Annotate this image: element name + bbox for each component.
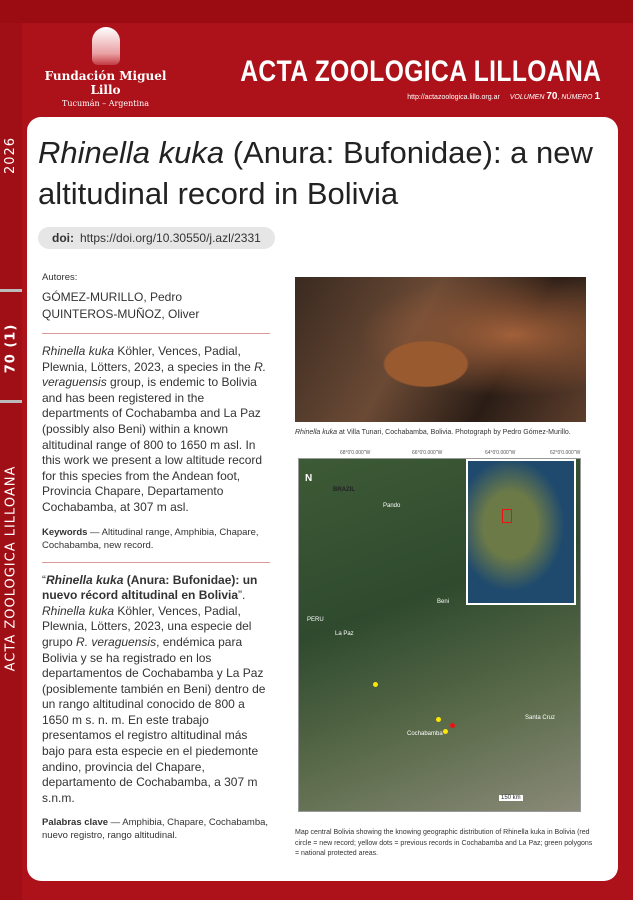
journal-title: ACTA ZOOLOGICA LILLOANA — [239, 55, 601, 88]
quote: “ — [42, 572, 46, 587]
top-band — [0, 0, 633, 23]
species-group: R. veraguensis — [76, 634, 157, 649]
owl-logo-icon — [92, 27, 120, 65]
distribution-map — [298, 458, 581, 812]
map-label: La Paz — [335, 631, 354, 637]
species-group: R. veraguensis — [42, 359, 267, 390]
spine-issue — [0, 293, 22, 403]
authors-list — [42, 289, 270, 323]
divider — [0, 289, 22, 292]
keywords-label: Keywords — [42, 526, 88, 538]
species: Rhinella kuka — [42, 344, 115, 358]
foundation-logo — [38, 27, 173, 109]
resumen-text: , endémica para Bolivia y se ha registrado en los departamentos de Cochabamba y La Paz (posiblemente también en Beni) dentro de un rango altitudinal conocido de 800 a 1650 m s. n. m. En este trabajo presentamos el registro altitudinal más bajo para esta especie en el piedemonte andino, provincia del Chapare, departamento de Cochabamba, a 307 m s.n.m. — [42, 634, 266, 805]
coord-label: 68°0'0.000"W — [340, 450, 371, 456]
map-label: Santa Cruz — [525, 715, 556, 721]
authors-label: Autores: — [42, 272, 78, 283]
title-species: Rhinella kuka — [38, 135, 225, 170]
inset-highlight — [502, 509, 512, 523]
spine — [0, 23, 22, 900]
spine-journal-text: ACTA ZOOLOGICA LILLOANA — [3, 465, 19, 671]
foundation-name: Fundación Miguel Lillo — [44, 69, 167, 97]
toad-photo — [295, 277, 586, 422]
scale-bar: 150 km — [501, 795, 521, 801]
map-label: BRAZIL — [333, 487, 355, 493]
south-america-inset — [466, 459, 576, 605]
issue-number: 1 — [594, 91, 600, 102]
left-column — [42, 272, 270, 842]
abstract-text: Köhler, Vences, Padial, Plewnia, Lötters, 2023, a species in the — [42, 344, 255, 374]
article-title — [38, 132, 608, 214]
volume-label: VOLUMEN — [509, 94, 545, 101]
resumen-text: Köhler, Vences, Padial, Plewnia, Lötters, 2023, una especie del grupo — [42, 603, 252, 649]
palabras-clave — [42, 816, 270, 842]
doi-link[interactable]: https://doi.org/10.30550/j.azl/2331 — [80, 231, 261, 245]
spine-year — [0, 23, 22, 288]
coord-label: 64°0'0.000"W — [485, 450, 516, 456]
keywords — [42, 526, 270, 552]
quote: ”. — [238, 588, 246, 603]
foundation-location: Tucumán – Argentina — [61, 99, 150, 108]
species: Rhinella kuka — [295, 429, 338, 436]
palabras-label: Palabras clave — [42, 817, 109, 829]
north-arrow-icon: N — [305, 473, 313, 484]
journal-url[interactable]: http://actazoologica.lillo.org.ar — [407, 94, 500, 101]
palabras-text: — Amphibia, Chapare, Cochabamba, nuevo registro, rango altitudinal. — [42, 817, 269, 842]
previous-record-dot — [436, 717, 441, 722]
photo-caption — [295, 428, 595, 438]
caption-text: at Villa Tunari, Cochabamba, Bolivia. Photograph by Pedro Gómez-Murillo. — [337, 429, 571, 436]
keywords-text: — Altitudinal range, Amphibia, Chapare, Cochabamba, new record. — [42, 526, 259, 551]
abstract — [42, 344, 270, 516]
volume-number: 70 — [546, 91, 558, 102]
abstract-text: group, is endemic to Bolivia and has been registered in the departments of Cochabamba and La Paz (possibly also Beni) within a known altitudinal range of 800 to 1650 m asl. In this work we present a low altitude record for this species from the Andean foot, Provincia Chapare, Departamento Cochabamba, at 307 m asl. — [42, 375, 263, 514]
map-label: Pando — [383, 503, 401, 509]
divider — [42, 333, 270, 334]
species: Rhinella kuka — [42, 603, 115, 618]
author: QUINTEROS-MUÑOZ, Oliver — [42, 307, 200, 321]
coord-label: 62°0'0.000"W — [550, 450, 581, 456]
doi-label: doi: — [52, 231, 74, 245]
previous-record-dot — [373, 682, 378, 687]
map-caption: Map central Bolivia showing the knowing geographic distribution of Rhinella kuka in Bolivia (red circle = new record; yellow dots = previous records in Cochabamba and La Paz; green polygons = national protected areas. — [295, 829, 593, 857]
new-record-dot — [450, 723, 455, 728]
map-label: Cochabamba — [407, 731, 443, 737]
spine-year-text: 2026 — [3, 136, 19, 175]
species: Rhinella kuka — [46, 572, 124, 587]
spine-journal — [0, 403, 22, 733]
doi-pill[interactable] — [38, 227, 275, 249]
previous-record-dot — [443, 729, 448, 734]
coord-label: 66°0'0.000"W — [412, 450, 443, 456]
title-rest: (Anura: Bufonidae): a new altitudinal record in Bolivia — [38, 135, 593, 211]
map-label: Beni — [437, 599, 450, 605]
resumen-title: (Anura: Bufonidae): un nuevo récord altitudinal en Bolivia — [42, 572, 258, 603]
volume-line: http://actazoologica.lillo.org.ar VOLUMEN 70, NÚMERO 1 — [407, 91, 600, 102]
author: GÓMEZ-MURILLO, Pedro — [42, 290, 183, 304]
map-label: PERU — [307, 617, 324, 623]
number-label: NÚMERO — [561, 94, 593, 101]
resumen — [42, 573, 270, 807]
spine-issue-text: 70 (1) — [3, 323, 19, 373]
divider — [42, 562, 270, 563]
